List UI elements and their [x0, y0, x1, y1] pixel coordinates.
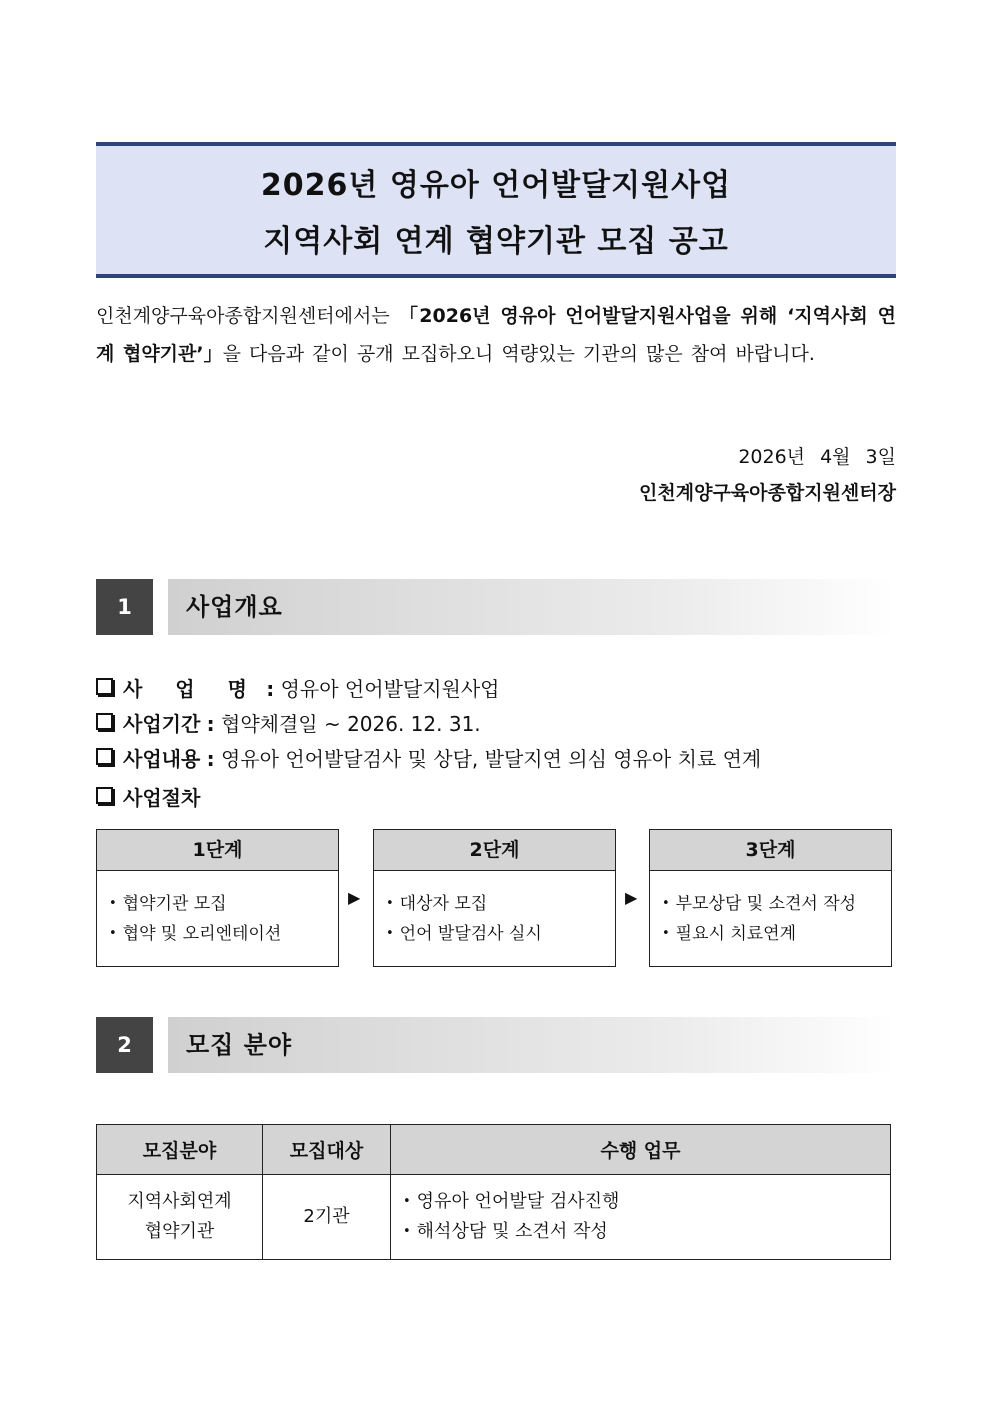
- title-line-1: 2026년 영유아 언어발달지원사업: [260, 168, 732, 203]
- overview-value: 영유아 언어발달검사 및 상담, 발달지연 의심 영유아 치료 연계: [221, 747, 762, 771]
- overview-key: 사 업 명: [123, 677, 260, 701]
- overview-item-content: [96, 744, 761, 774]
- overview-colon: :: [206, 712, 215, 736]
- step-box-3: [649, 829, 892, 967]
- intro-text-1: 인천계양구육아종합지원센터에서는: [96, 305, 399, 327]
- section-header-2: [96, 1017, 896, 1073]
- section-label: 모집 분야: [186, 1031, 293, 1059]
- table-header-row: [97, 1125, 891, 1175]
- overview-item-name: [96, 674, 500, 704]
- table-header: 모집대상: [263, 1125, 391, 1175]
- overview-key: 사업내용: [123, 747, 201, 771]
- section-header-1: [96, 579, 896, 635]
- target-cell: 2기관: [263, 1175, 391, 1260]
- step-title: 2단계: [374, 830, 615, 871]
- intro-paragraph: [96, 297, 896, 373]
- section-number: 2: [96, 1017, 153, 1073]
- checkbox-icon: [96, 748, 113, 765]
- step-item: • 협약 및 오리엔테이션: [109, 919, 326, 949]
- step-box-2: [373, 829, 616, 967]
- table-row: [97, 1175, 891, 1260]
- step-title: 3단계: [650, 830, 891, 871]
- checkbox-icon: [96, 787, 113, 804]
- step-box-1: [96, 829, 339, 967]
- task-cell: [391, 1175, 891, 1260]
- overview-item-period: [96, 709, 481, 739]
- step-item: • 대상자 모집: [386, 889, 603, 919]
- field-line: 협약기관: [144, 1221, 215, 1242]
- checkbox-icon: [96, 713, 113, 730]
- step-item: • 협약기관 모집: [109, 889, 326, 919]
- checkbox-icon: [96, 678, 113, 695]
- step-item: • 언어 발달검사 실시: [386, 919, 603, 949]
- table-header: 모집분야: [97, 1125, 263, 1175]
- arrow-right-icon: ▶: [348, 888, 361, 907]
- section-label: 사업개요: [186, 593, 283, 621]
- overview-key: 사업절차: [123, 786, 201, 810]
- overview-value: 협약체결일 ~ 2026. 12. 31.: [221, 712, 481, 736]
- recruitment-table: [96, 1124, 891, 1260]
- organization-name: 인천계양구육아종합지원센터장: [639, 482, 896, 504]
- overview-value: 영유아 언어발달지원사업: [280, 677, 500, 701]
- task-item: • 해석상담 및 소견서 작성: [403, 1217, 890, 1247]
- section-number: 1: [96, 579, 153, 635]
- overview-key: 사업기간: [123, 712, 201, 736]
- table-header: 수행 업무: [391, 1125, 891, 1175]
- step-item: • 부모상담 및 소견서 작성: [662, 889, 879, 919]
- overview-item-procedure: [96, 783, 200, 813]
- step-title: 1단계: [97, 830, 338, 871]
- overview-colon: :: [266, 677, 275, 701]
- intro-text-2: 을 다음과 같이 공개 모집하오니 역량있는 기관의 많은 참여 바랍니다.: [222, 343, 815, 365]
- title-line-2: 지역사회 연계 협약기관 모집 공고: [263, 224, 729, 259]
- arrow-right-icon: ▶: [625, 888, 638, 907]
- field-cell: [97, 1175, 263, 1260]
- title-box: [96, 142, 896, 278]
- field-line: 지역사회연계: [127, 1191, 232, 1212]
- overview-colon: :: [206, 747, 215, 771]
- announcement-date: 2026년 4월 3일: [738, 446, 896, 468]
- step-item: • 필요시 치료연계: [662, 919, 879, 949]
- intro-bold-text: 「2026년 영유아 언어발달지원사업을 위해 ‘지역사회 연계 협약기관’」: [96, 305, 896, 365]
- task-item: • 영유아 언어발달 검사진행: [403, 1187, 890, 1217]
